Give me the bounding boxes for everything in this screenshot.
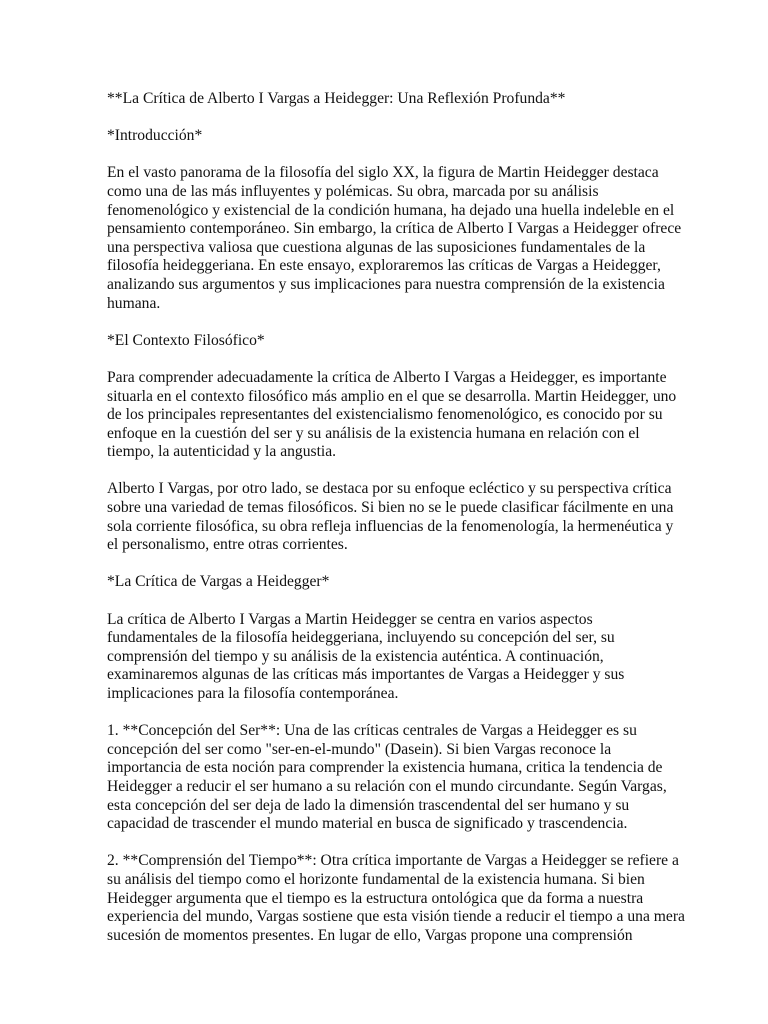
paragraph-contexto-2: Alberto I Vargas, por otro lado, se destaca por su enfoque ecléctico y su perspectiva crítica sobre una variedad de temas filosóficos. Si bien no se le puede clasificar fácilmente en una sola corriente filosófica, su obra refleja influencias de la fenomenología, la hermenéutica y el personalismo, entre otras corrientes. <box>107 480 674 554</box>
paragraph-critica-1: La crítica de Alberto I Vargas a Martin Heidegger se centra en varios aspectos fundamentales de la filosofía heideggeriana, incluyendo su concepción del ser, su comprensión del tiempo y su análisis de la existencia auténtica. A continuación, examinaremos algunas de las críticas más importantes de Vargas a Heidegger y sus implicaciones para la filosofía contemporánea. <box>107 610 625 702</box>
paragraph-contexto-1: Para comprender adecuadamente la crítica de Alberto I Vargas a Heidegger, es importante situarla en el contexto filosófico más amplio en el que se desarrolla. Martin Heidegger, uno de los principales representantes del existencialismo fenomenológico, es conocido por su enfoque en la cuestión del ser y su análisis de la existencia humana en relación con el tiempo, la autenticidad y la angustia. <box>107 368 677 461</box>
paragraph-critica-2: 1. **Concepción del Ser**: Una de las críticas centrales de Vargas a Heidegger es su concepción del ser como "ser-en-el-mundo" (Dasein). Si bien Vargas reconoce la importancia de esta noción para comprender la existencia humana, critica la tendencia de Heidegger a reducir el ser humano a su relación con el mundo circundante. Según Vargas, esta concepción del ser deja de lado la dimensión trascendental del ser humano y su capacidad de trascender el mundo material en busca de significado y trascendencia. <box>107 722 667 833</box>
paragraph-critica-3: 2. **Comprensión del Tiempo**: Otra crítica importante de Vargas a Heidegger se refiere a su análisis del tiempo como el horizonte fundamental de la existencia humana. Si bien Heidegger argumenta que el tiempo es la estructura ontológica que da forma a nuestra experiencia del mundo, Vargas sostiene que esta visión tiende a reducir el tiempo a una mera sucesión de momentos presentes. En lugar de ello, Vargas propone una comprensión <box>107 852 685 944</box>
section-heading-critica: *La Crítica de Vargas a Heidegger* <box>107 573 330 591</box>
document-title: **La Crítica de Alberto I Vargas a Heidegger: Una Reflexión Profunda** <box>107 90 566 107</box>
section-heading-contexto: *El Contexto Filosófico* <box>107 331 265 349</box>
paragraph-introduccion-1: En el vasto panorama de la filosofía del siglo XX, la figura de Martin Heidegger destaca como una de las más influyentes y polémicas. Su obra, marcada por su análisis fenomenológico y existencial de la condición humana, ha dejado una huella indeleble en el pensamiento contemporáneo. Sin embargo, la crítica de Alberto I Vargas a Heidegger ofrece una perspectiva valiosa que cuestiona algunas de las suposiciones fundamentales de la filosofía heideggeriana. En este ensayo, exploraremos las críticas de Vargas a Heidegger, analizando sus argumentos y sus implicaciones para nuestra comprensión de la existencia humana. <box>107 164 682 312</box>
document-page <box>107 90 687 964</box>
section-heading-introduccion: *Introducción* <box>107 127 203 145</box>
